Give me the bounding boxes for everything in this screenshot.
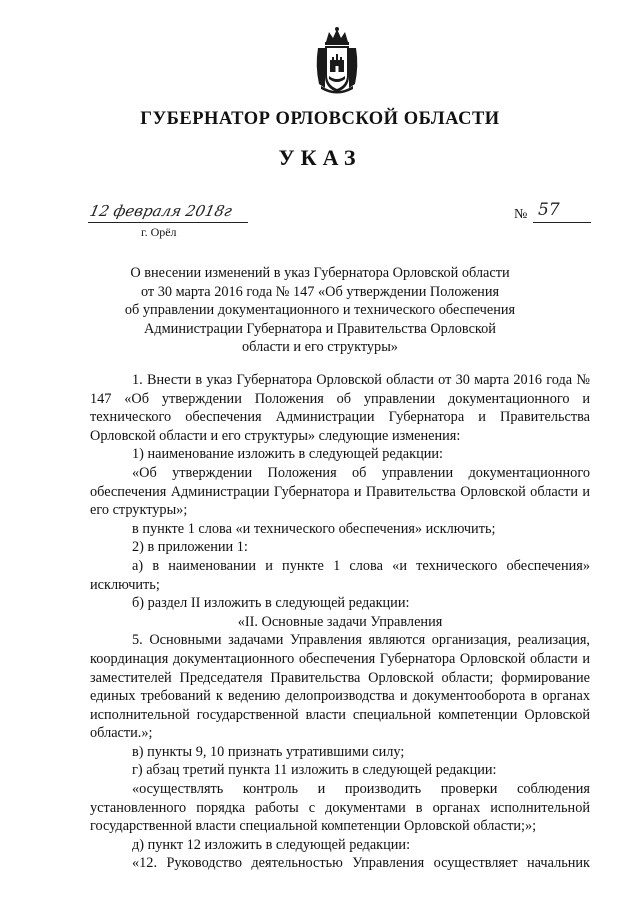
paragraph: в) пункты 9, 10 признать утратившими силу;: [132, 743, 405, 760]
coat-of-arms-icon: [312, 26, 362, 94]
paragraph: 2) в приложении 1:: [132, 539, 248, 556]
subject-line: Администрации Губернатора и Правительства Орловской: [144, 320, 496, 337]
handwritten-number: 57: [538, 200, 560, 220]
paragraph: «осуществлять контроль и производить проверки соблюдения установленного порядка работы с документами в органах исполнительной государственной власти специальной компетенции Орловской области;»;: [90, 781, 590, 835]
paragraph: 5. Основными задачами Управления являются организация, реализация, координация документационного обеспечения Губернатора Орловской области и заместителей Председателя Правительства Орловской области; формирование единых требований к ведению делопроизводства и документооборота в органах исполнительной государственной власти специальной компетенции Орловской области.»;: [90, 632, 590, 742]
paragraph: 1) наименование изложить в следующей редакции:: [132, 446, 443, 463]
section-heading: «II. Основные задачи Управления: [237, 613, 443, 630]
paragraph: б) раздел II изложить в следующей редакции:: [132, 595, 410, 612]
decree-body: [90, 371, 590, 873]
paragraph: в пункте 1 слова «и технического обеспечения» исключить;: [132, 520, 496, 537]
paragraph: 1. Внести в указ Губернатора Орловской области от 30 марта 2016 года № 147 «Об утверждении Положения об управлении документационного и технического обеспечения Администрации Губернатора и Правительства Орловской области и его структуры» следующие изменения:: [90, 372, 590, 444]
decree-title: УКАЗ: [278, 145, 362, 170]
subject-line: от 30 марта 2016 года № 147 «Об утверждении Положения: [140, 283, 500, 300]
subject-line: области и его структуры»: [242, 339, 398, 356]
government-title: ГУБЕРНАТОР ОРЛОВСКОЙ ОБЛАСТИ: [140, 109, 500, 129]
subject-line: О внесении изменений в указ Губернатора Орловской области: [130, 265, 510, 281]
paragraph: г) абзац третий пункта 11 изложить в следующей редакции:: [132, 762, 497, 779]
paragraph: «12. Руководство деятельностью Управления осуществляет начальник: [132, 855, 590, 872]
handwritten-date: 12 февраля 2018г: [88, 202, 234, 220]
paragraph: а) в наименовании и пункте 1 слова «и технического обеспечения» исключить;: [90, 557, 590, 593]
subject-line: об управлении документационного и технического обеспечения: [124, 302, 516, 319]
decree-subject: [100, 264, 540, 357]
city-label: г. Орёл: [141, 225, 177, 239]
number-underline: [533, 222, 591, 223]
paragraph: д) пункт 12 изложить в следующей редакции:: [132, 836, 411, 853]
paragraph: «Об утверждении Положения об управлении документационного обеспечения Администрации Губернатора и Правительства Орловской области и его структуры»;: [90, 464, 590, 519]
number-label: №: [514, 207, 528, 222]
date-underline: [88, 222, 248, 223]
